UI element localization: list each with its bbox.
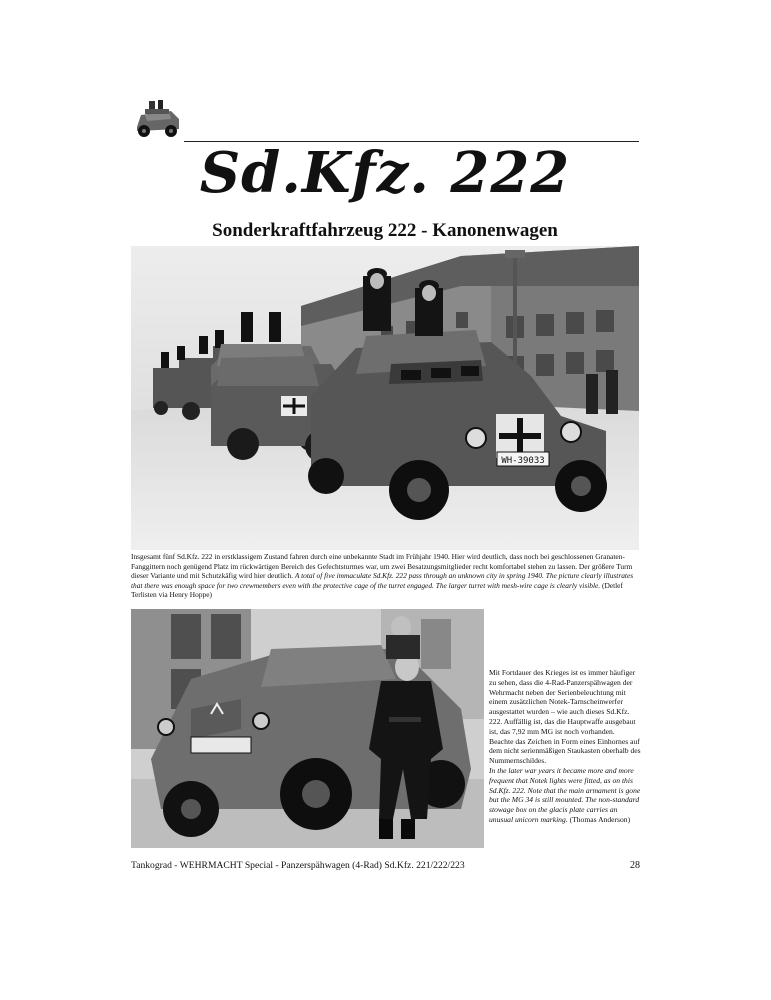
header-logo-vehicle [131, 97, 183, 141]
plate-text: WH-39033 [501, 456, 545, 466]
caption-side-german: Mit Fortdauer des Krieges ist es immer häufiger zu sehen, dass die 4-Rad-Panzerspähwagen der Wehrmacht neben der Serienbeleuchtung mit einem zusätzlichen Notek-Tarnscheinwerfer ausgestattet wurden – wie auch dieses Sd.Kfz. 222. Auffällig ist, das die Hauptwaffe ausgebaut ist, das 7,92 mm MG ist noch vorhanden. Beachte das Zeichen in Form eines Einhornes auf dem nicht serienmäßigen Staukasten oberhalb des Nummernschildes. [489, 668, 641, 766]
caption-side-english: In the later war years it became more and more frequent that Notek lights were fitted, as on this Sd.Kfz. 222. Note that the main armament is gone but the MG 34 is still mounted. The non-standard stowage box on the glacis plate carries an unusual unicorn marking. [489, 765, 641, 824]
page-subtitle: Sonderkraftfahrzeug 222 - Kanonenwagen [212, 220, 558, 241]
caption-top-english: A total of five immaculate Sd.Kfz. 222 pass through an unknown city in spring 1940. The picture clearly illustrates that there was enough space for two crewmembers even with the protective cage of the turret engaged. The larger turret with mesh-wire cage is clearly visible. [131, 571, 634, 590]
photo-armored-car-soldier [131, 609, 484, 848]
caption-top [131, 552, 641, 600]
caption-top-german: Insgesamt fünf Sd.Kfz. 222 in erstklassigem Zustand fahren durch eine unbekannte Stadt im Frühjahr 1940. Hier wird deutlich, dass noch bei geschlossenen Granaten-Fanggittern noch genügend Platz im rückwärtigen Bereich des Gefechtsturmes war, um zwei Besatzungsmitglieder recht komfortabel stehen zu lassen. Der größere Turm dieser Variante und mit Schutzkäfig wird hier deutlich. [131, 552, 633, 581]
page-title: Sd.Kfz. 222 [199, 140, 571, 206]
caption-side [489, 668, 641, 825]
photo-armored-car-column [131, 246, 639, 550]
footer-text: Tankograd - WEHRMACHT Special - Panzerspähwagen (4-Rad) Sd.Kfz. 221/222/223 [131, 860, 465, 871]
caption-top-credit: (Detlef Terlisten via Henry Hoppe) [131, 580, 623, 600]
page-number: 28 [630, 860, 640, 871]
caption-side-credit: (Thomas Anderson) [569, 814, 631, 824]
